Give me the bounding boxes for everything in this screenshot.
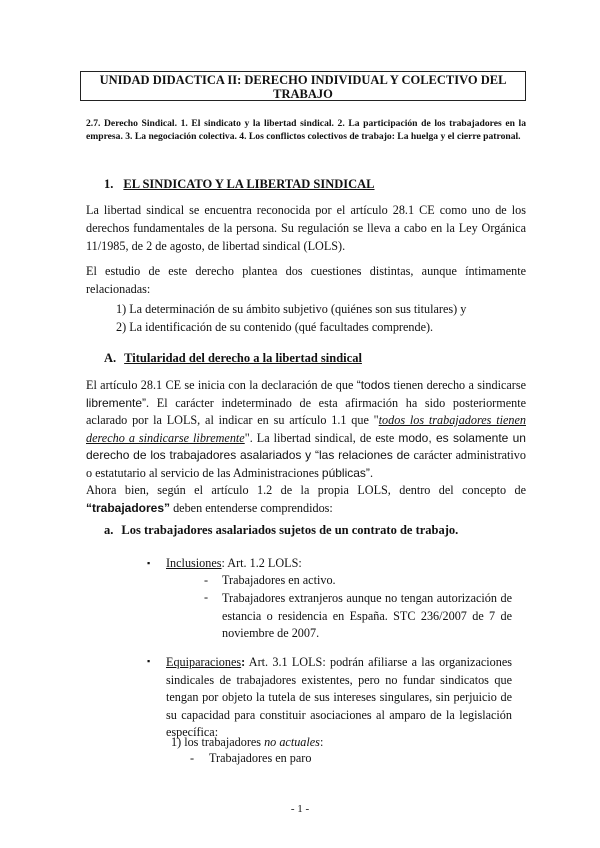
p3-text-h: modo, es solamente un derecho de los trabajadores asalariados y “las relaciones de (86, 430, 526, 462)
p4-text-a: Ahora bien, según el artículo 1.2 de la propia LOLS, dentro del concepto de (86, 483, 526, 497)
p3-text-c: tienen derecho a sindicarse (390, 378, 526, 392)
equiparaciones-paragraph (166, 654, 512, 742)
subsection-a-letter: a. (104, 523, 114, 537)
paragraph-4 (86, 481, 526, 517)
list-item-2: 2) La identificación de su contenido (qué facultades comprende). (116, 320, 434, 334)
section-1-heading (104, 177, 375, 192)
p3-citation: todos los trabajadores tienen derecho a sindicarse libremente (86, 413, 526, 445)
inclusion-item-1: Trabajadores en activo. (222, 573, 336, 587)
list2-number: 1) (171, 735, 182, 749)
p3-text-a: El artículo 28.1 CE se inicia con la declaración de que (86, 378, 357, 392)
p3-quote-publicas: públicas” (321, 465, 370, 480)
topic-summary: 2.7. Derecho Sindical. 1. El sindicato y la libertad sindical. 2. La participación de los trabajadores en la empresa. 3. La negociación colectiva. 4. Los conflictos colectivos de trabajo: La huelga y el cierre patronal. (86, 118, 526, 142)
list2-dash: - (190, 751, 195, 765)
paragraph-3 (86, 377, 526, 482)
p4-trabajadores: “trabajadores” (86, 501, 171, 515)
section-a-letter: A. (104, 351, 117, 365)
list-item-1: 1) La determinación de su ámbito subjetivo (quiénes son sus titulares) y (116, 302, 467, 316)
p3-text-e: . El carácter indeterminado de esta afirmación ha sido posteriormente aclarado por la LOLS, al indicar en su artículo 1.1 que " (86, 395, 526, 427)
section-1-title: EL SINDICATO Y LA LIBERTAD SINDICAL (123, 177, 375, 191)
bullet-equiparaciones-icon: ▪ (147, 656, 151, 666)
inclusiones-ref: : Art. 1.2 LOLS: (221, 556, 302, 570)
equiparaciones-label: Equiparaciones (166, 655, 242, 669)
p3-quote-todos: “todos (356, 378, 391, 392)
inclusion-dash-2: - (204, 590, 209, 604)
unit-title-line1: UNIDAD DIDACTICA II: DERECHO INDIVIDUAL Y COLECTIVO DEL (99, 73, 507, 87)
subsection-a-title: Los trabajadores asalariados sujetos de un contrato de trabajo. (121, 523, 459, 537)
page-number: - 1 - (290, 803, 310, 815)
inclusiones-heading (166, 556, 302, 571)
inclusion-dash-1: - (204, 573, 209, 587)
subsection-a-heading (104, 523, 458, 538)
section-1-number: 1. (104, 177, 114, 191)
equiparaciones-text: Art. 3.1 LOLS: podrán afiliarse a las organizaciones sindicales de trabajadores existentes, pero no fundar sindicatos que tengan por objeto la tutela de sus intereses singulares, sin perjuicio de su capacidad para constituir asociaciones al amparo de la legislación específica: (166, 655, 512, 739)
list2-post: : (319, 735, 324, 749)
p3-text-k: . (369, 465, 373, 480)
list2-subitem: Trabajadores en paro (209, 751, 312, 765)
paragraph-1: La libertad sindical se encuentra reconocida por el artículo 28.1 CE como uno de los derechos fundamentales de la persona. Su regulación se lleva a cabo en la Ley Orgánica 11/1985, de 2 de agosto, de libertad sindical (LOLS). (86, 203, 526, 253)
unit-title-line2: TRABAJO (273, 87, 333, 101)
list2-item-1 (171, 735, 323, 750)
list2-italic: no actuales (264, 735, 320, 749)
inclusion-item-2: Trabajadores extranjeros aunque no tengan autorización de estancia o residencia en España. STC 236/2007 de 7 de noviembre de 2007. (222, 591, 512, 640)
p4-text-c: deben entenderse comprendidos: (170, 501, 333, 515)
section-a-title: Titularidad del derecho a la libertad sindical (124, 351, 362, 365)
p3-text-i: carácter administrativo o estatutario al servicio de las Administraciones (86, 448, 526, 480)
inclusiones-label: Inclusiones (166, 556, 222, 570)
p3-text-g: ". La libertad sindical, de este (244, 430, 399, 445)
unit-title-box (80, 71, 526, 101)
paragraph-2: El estudio de este derecho plantea dos cuestiones distintas, aunque íntimamente relacionadas: (86, 264, 526, 296)
bullet-inclusiones-icon: ▪ (147, 558, 151, 568)
section-a-heading (104, 351, 362, 366)
p3-quote-libremente: libremente” (86, 395, 147, 410)
equiparaciones-colon: : (241, 655, 246, 669)
list2-pre: los trabajadores (184, 735, 265, 749)
